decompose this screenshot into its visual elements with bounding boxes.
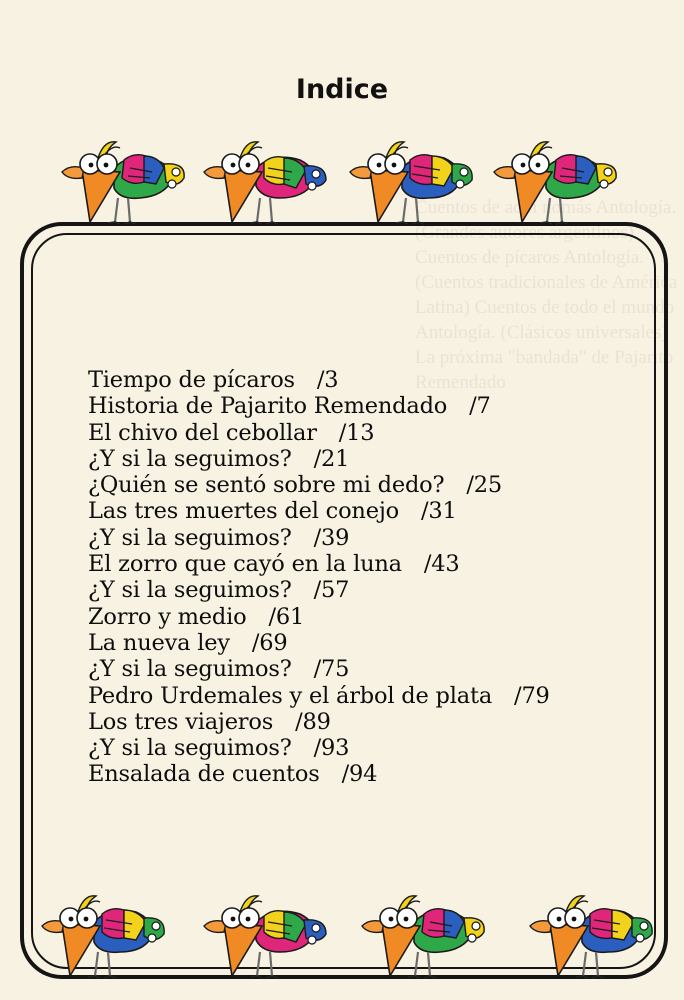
toc-entry[interactable]: [88, 683, 550, 709]
toc-entry-separator: /: [268, 603, 276, 630]
patchwork-bird-icon: [360, 892, 488, 984]
toc-entry[interactable]: [88, 761, 550, 787]
toc-entry-separator: /: [514, 682, 522, 709]
toc-entry[interactable]: [88, 446, 550, 472]
toc-entry-page: 25: [473, 472, 503, 499]
toc-entry-separator: /: [313, 577, 321, 604]
toc-entry[interactable]: [88, 709, 550, 735]
toc-entry-title: El zorro que cayó en la luna: [88, 551, 402, 578]
patchwork-bird-icon: [528, 892, 656, 984]
toc-entry-page: 69: [259, 629, 288, 656]
toc-entry-title: ¿Y si la seguimos?: [88, 735, 292, 762]
toc-entry-title: ¿Quién se sentó sobre mi dedo?: [88, 472, 445, 499]
toc-entry[interactable]: [88, 525, 550, 551]
toc-entry[interactable]: [88, 577, 550, 603]
toc-entry-page: 61: [275, 603, 305, 630]
toc-entry[interactable]: [88, 604, 550, 630]
toc-entry[interactable]: [88, 367, 550, 393]
toc-entry-title: ¿Y si la seguimos?: [88, 577, 292, 604]
patchwork-bird-icon: [40, 892, 168, 984]
patchwork-bird-icon: [60, 138, 188, 230]
toc-entry-title: ¿Y si la seguimos?: [88, 445, 292, 472]
toc-entry-page: 94: [348, 761, 378, 788]
toc-entry-page: 31: [428, 498, 457, 525]
patchwork-bird-icon: [202, 892, 330, 984]
toc-entry-separator: /: [313, 524, 321, 551]
toc-entry-page: 39: [320, 524, 350, 551]
toc-entry-title: ¿Y si la seguimos?: [88, 656, 292, 683]
toc-entry[interactable]: [88, 630, 550, 656]
toc-entry-page: 13: [346, 419, 375, 446]
toc-entry-separator: /: [316, 367, 325, 393]
toc-entry-separator: /: [313, 735, 321, 762]
patchwork-bird-icon: [202, 138, 330, 230]
toc-entry-page: 89: [302, 708, 331, 735]
toc-entry[interactable]: [88, 656, 550, 682]
toc-entry-title: Pedro Urdemales y el árbol de plata: [88, 682, 493, 709]
toc-entry-page: 93: [320, 735, 350, 762]
toc-entry[interactable]: [88, 551, 550, 577]
toc-entry-separator: /: [469, 393, 477, 420]
toc-entry-title: Historia de Pajarito Remendado: [88, 393, 448, 420]
toc-entry-page: 3: [324, 367, 339, 393]
toc-entry-separator: /: [341, 761, 349, 788]
bleed-through-text: Cuentos de aquí nomás Antología. (Grandes autores argentinos) Cuentos de pícaros Antología. (Cuentos tradicionales de América Latina) Cuentos de todo el mundo Antología. (Clásicos universales) La próxima "bandada" de Pajarito Remendado: [415, 197, 678, 393]
toc-entry[interactable]: [88, 498, 550, 524]
toc-entry-title: Ensalada de cuentos: [88, 761, 320, 788]
toc-entry-separator: /: [466, 472, 474, 499]
toc-entry-separator: /: [251, 629, 260, 656]
toc-entry-title: La nueva ley: [88, 629, 230, 656]
table-of-contents: [88, 367, 550, 788]
toc-entry-title: Tiempo de pícaros: [88, 367, 295, 393]
patchwork-bird-icon: [492, 138, 620, 230]
toc-entry-title: El chivo del cebollar: [88, 419, 317, 446]
toc-entry-title: Zorro y medio: [88, 603, 247, 630]
toc-entry[interactable]: [88, 420, 550, 446]
toc-entry-title: ¿Y si la seguimos?: [88, 524, 292, 551]
toc-entry[interactable]: [88, 393, 550, 419]
toc-entry-page: 79: [521, 682, 550, 709]
toc-entry-separator: /: [420, 498, 429, 525]
toc-entry-separator: /: [423, 551, 432, 578]
toc-entry-separator: /: [313, 445, 321, 472]
toc-entry-separator: /: [313, 656, 321, 683]
toc-entry[interactable]: [88, 735, 550, 761]
page-title: Indice: [295, 74, 389, 105]
toc-entry-page: 75: [320, 656, 350, 683]
toc-entry-title: Los tres viajeros: [88, 708, 274, 735]
toc-entry-page: 57: [320, 577, 350, 604]
toc-entry-separator: /: [295, 708, 303, 735]
toc-entry-page: 7: [476, 393, 491, 420]
patchwork-bird-icon: [348, 138, 476, 230]
toc-entry-title: Las tres muertes del conejo: [88, 498, 399, 525]
toc-entry-page: 21: [320, 445, 350, 472]
toc-entry-page: 43: [431, 551, 460, 578]
toc-entry[interactable]: [88, 472, 550, 498]
toc-entry-separator: /: [338, 419, 347, 446]
